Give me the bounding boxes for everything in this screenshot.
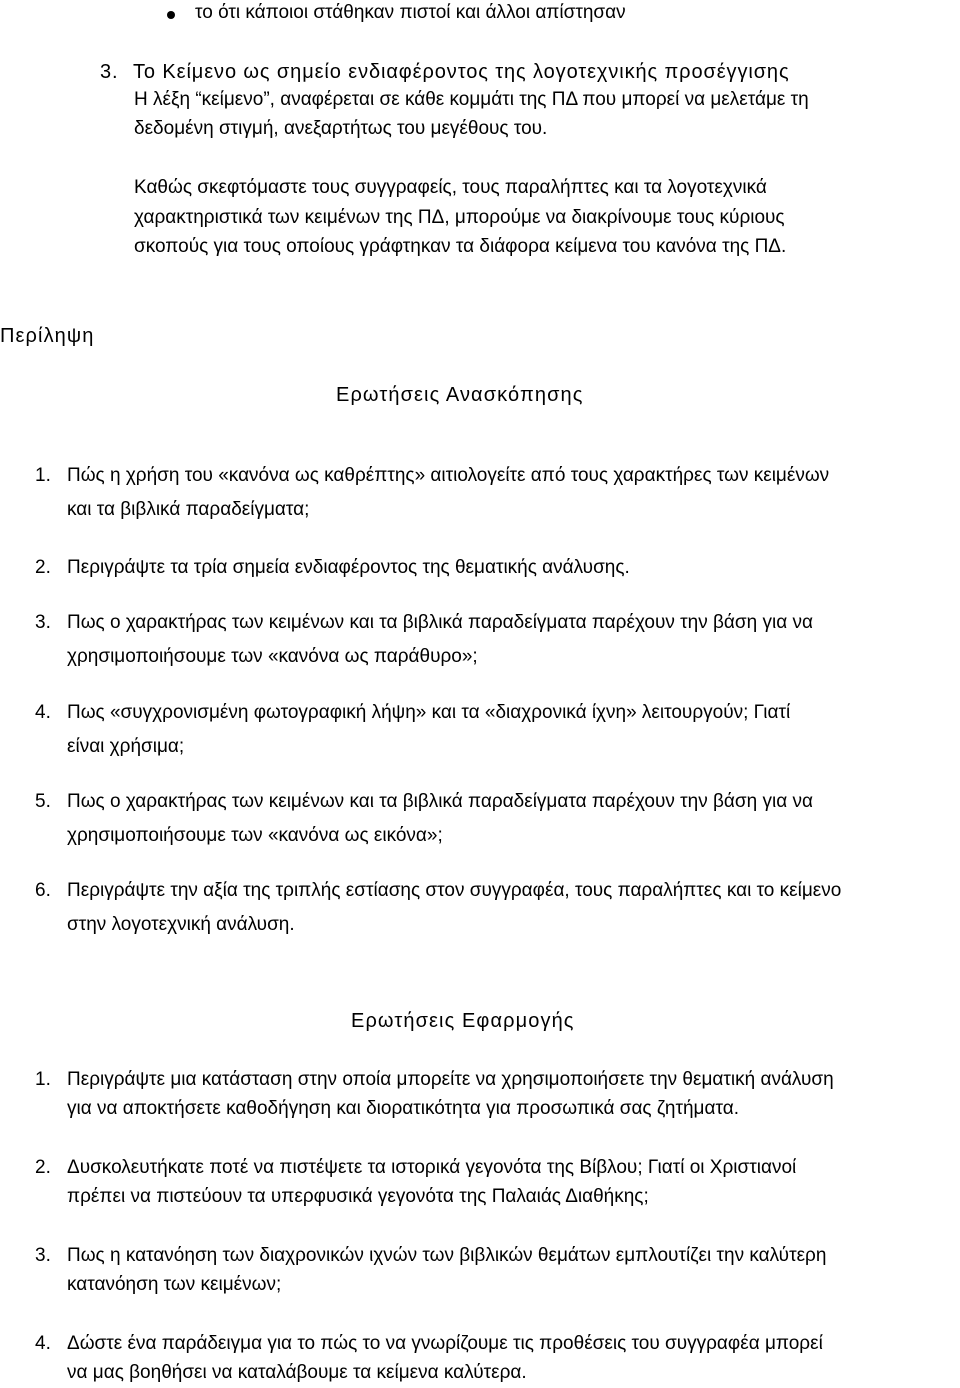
question-number: 6. — [35, 880, 51, 901]
section-paragraph-line: Η λέξη “κείμενο”, αναφέρεται σε κάθε κομμάτι της ΠΔ που μπορεί να μελετάμε τη — [134, 89, 809, 110]
question-line: στην λογοτεχνική ανάλυση. — [67, 914, 295, 935]
question-line: Περιγράψτε μια κατάσταση στην οποία μπορείτε να χρησιμοποιήσετε την θεματική ανάλυση — [67, 1069, 834, 1090]
question-number: 2. — [35, 1157, 51, 1178]
section-paragraph-line: Καθώς σκεφτόμαστε τους συγγραφείς, τους παραλήπτες και τα λογοτεχνικά — [134, 177, 767, 198]
question-line: Περιγράψτε την αξία της τριπλής εστίασης στον συγγραφέα, τους παραλήπτες και το κείμενο — [67, 880, 842, 901]
section-paragraph-line: σκοπούς για τους οποίους γράφτηκαν τα διάφορα κείμενα του κανόνα της ΠΔ. — [134, 236, 787, 257]
question-line: Πως η κατανόηση των διαχρονικών ιχνών των βιβλικών θεμάτων εμπλουτίζει την καλύτερη — [67, 1245, 827, 1266]
summary-heading: Περίληψη — [0, 325, 95, 347]
question-line: είναι χρήσιμα; — [67, 736, 185, 757]
section-number: 3. — [100, 61, 119, 83]
bullet-text: το ότι κάποιοι στάθηκαν πιστοί και άλλοι απίστησαν — [195, 2, 626, 23]
bullet-dot-icon — [167, 11, 175, 19]
question-number: 3. — [35, 612, 51, 633]
question-number: 1. — [35, 465, 51, 486]
question-line: χρησιμοποιήσουμε των «κανόνα ως εικόνα»; — [67, 825, 443, 846]
section-title-text: Το Κείμενο ως σημείο ενδιαφέροντος της λογοτεχνικής προσέγγισης — [133, 61, 790, 83]
question-line: κατανόηση των κειμένων; — [67, 1274, 282, 1295]
question-line: να μας βοηθήσει να καταλάβουμε τα κείμενα καλύτερα. — [67, 1362, 527, 1383]
question-line: Πως ο χαρακτήρας των κειμένων και τα βιβλικά παραδείγματα παρέχουν την βάση για να — [67, 791, 813, 812]
question-number: 1. — [35, 1069, 51, 1090]
question-line: Περιγράψτε τα τρία σημεία ενδιαφέροντος της θεματικής ανάλυσης. — [67, 557, 630, 578]
question-line: πρέπει να πιστεύουν τα υπερφυσικά γεγονότα της Παλαιάς Διαθήκης; — [67, 1186, 649, 1207]
question-line: χρησιμοποιήσουμε των «κανόνα ως παράθυρο»; — [67, 646, 478, 667]
application-questions-heading: Ερωτήσεις Εφαρμογής — [351, 1010, 575, 1032]
question-line: Πως «συγχρονισμένη φωτογραφική λήψη» και τα «διαχρονικά ίχνη» λειτουργούν; Γιατί — [67, 702, 791, 723]
question-number: 4. — [35, 702, 51, 723]
question-line: για να αποκτήσετε καθοδήγηση και διορατικότητα για προσωπικά σας ζητήματα. — [67, 1098, 739, 1119]
section-paragraph-line: χαρακτηριστικά των κειμένων της ΠΔ, μπορούμε να διακρίνουμε τους κύριους — [134, 207, 785, 228]
section-title — [100, 57, 790, 87]
question-number: 4. — [35, 1333, 51, 1354]
question-line: Δώστε ένα παράδειγμα για το πώς το να γνωρίζουμε τις προθέσεις του συγγραφέα μπορεί — [67, 1333, 823, 1354]
question-number: 5. — [35, 791, 51, 812]
review-questions-heading: Ερωτήσεις Ανασκόπησης — [336, 384, 584, 406]
question-number: 3. — [35, 1245, 51, 1266]
question-line: Πώς η χρήση του «κανόνα ως καθρέπτης» αιτιολογείτε από τους χαρακτήρες των κειμένων — [67, 465, 830, 486]
question-line: Πως ο χαρακτήρας των κειμένων και τα βιβλικά παραδείγματα παρέχουν την βάση για να — [67, 612, 813, 633]
question-line: και τα βιβλικά παραδείγματα; — [67, 499, 310, 520]
section-paragraph-line: δεδομένη στιγμή, ανεξαρτήτως του μεγέθους του. — [134, 118, 548, 139]
question-line: Δυσκολευτήκατε ποτέ να πιστέψετε τα ιστορικά γεγονότα της Βίβλου; Γιατί οι Χριστιανοί — [67, 1157, 797, 1178]
question-number: 2. — [35, 557, 51, 578]
